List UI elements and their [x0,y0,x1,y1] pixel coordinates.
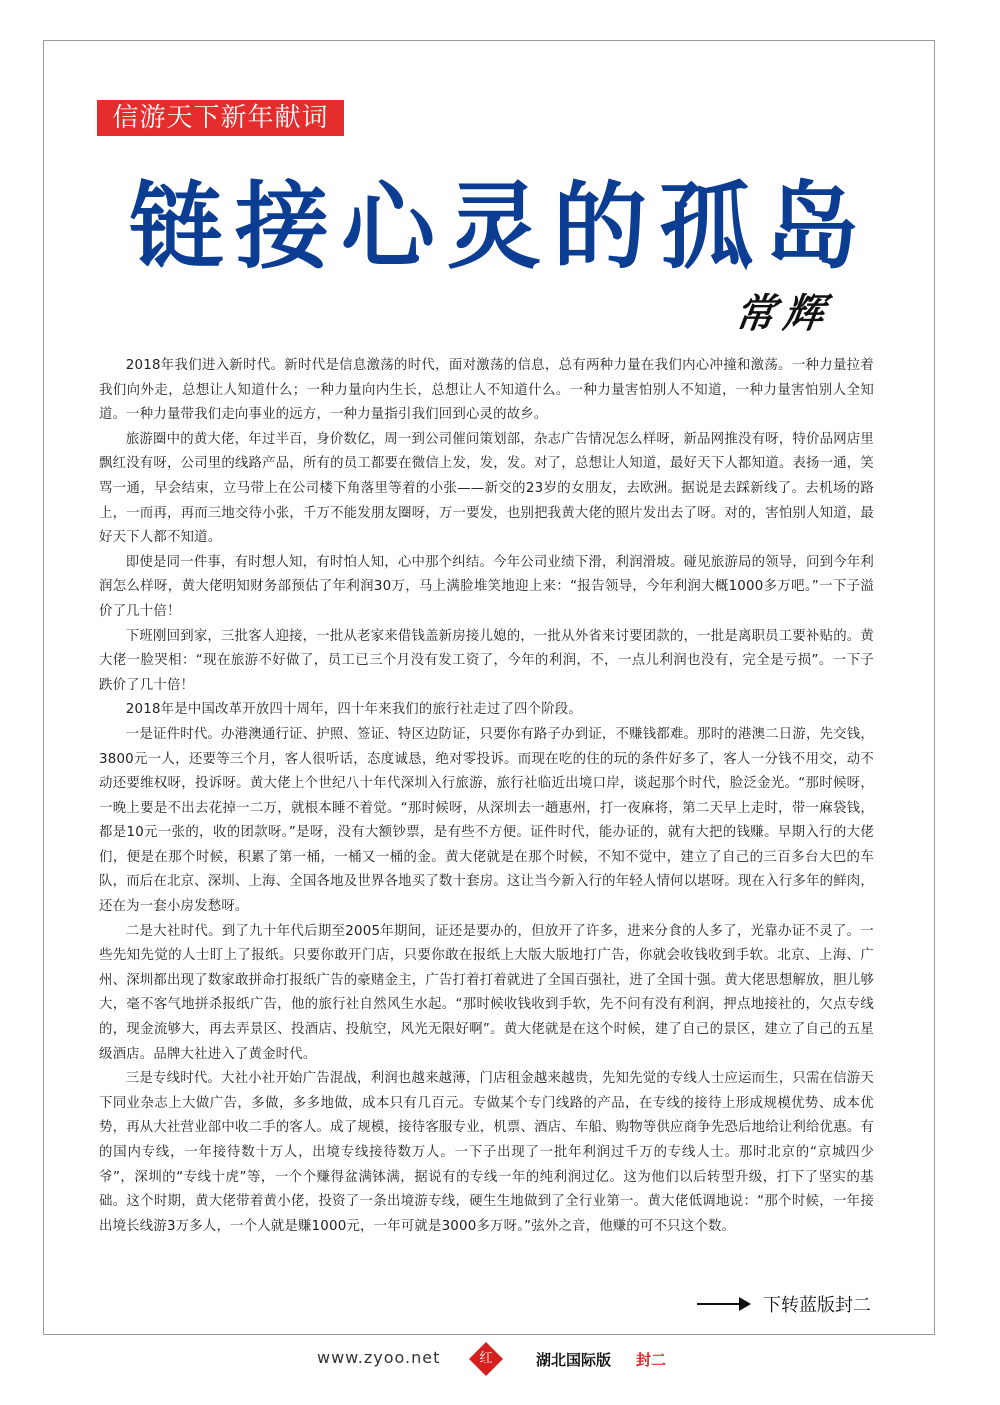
paragraph: 一是证件时代。办港澳通行证、护照、签证、特区边防证，只要你有路子办到证，不赚钱都难。那时的港澳二日游，先交钱，3800元一人，还要等三个月，客人很听话，态度诚恳，绝对零投诉。而现在吃的住的玩的条件好多了，客人一分钱不用交，动不动还要维权呀，投诉呀。黄大佬上个世纪八十年代深圳入行旅游，旅行社临近出境口岸，谈起那个时代，脸泛金光。“那时候呀，一晚上要是不出去花掉一二万，就根本睡不着觉。“那时候呀，从深圳去一趟惠州，打一夜麻将，第二天早上走时，带一麻袋钱，都是10元一张的，收的团款呀。”是呀，没有大额钞票，是有些不方便。证件时代，能办证的，就有大把的钱赚。早期入行的大佬们，便是在那个时候，积累了第一桶，一桶又一桶的金。黄大佬就是在那个时候，不知不觉中，建立了自己的三百多台大巴的车队，而后在北京、深圳、上海、全国各地及世界各地买了数十套房。这让当今新入行的年轻人情何以堪呀。现在入行多年的鲜肉，还在为一套小房发愁呀。 [99,726,874,915]
continued-label: 下转蓝版封二 [763,1295,871,1316]
paragraph: 2018年是中国改革开放四十周年，四十年来我们的旅行社走过了四个阶段。 [125,702,582,718]
column-kicker: 信游天下新年献词 [97,100,344,136]
paragraph: 2018年我们进入新时代。新时代是信息激荡的时代，面对激荡的信息，总有两种力量在我们内心冲撞和激荡。一种力量拉着我们向外走，总想让人知道什么；一种力量向内生长，总想让人不知道什么。一种力量害怕别人不知道，一种力量害怕别人全知道。一种力量带我们走向事业的远方，一种力量指引我们回到心灵的故乡。 [99,358,874,423]
article-body [99,354,874,1239]
paragraph: 即使是同一件事，有时想人知，有时怕人知，心中那个纠结。今年公司业绩下滑，利润滑坡。碰见旅游局的领导，问到今年利润怎么样呀，黄大佬明知财务部预估了年利润30万，马上满脸堆笑地迎上来：“报告领导，今年利润大概1000多万吧。”一下子溢价了几十倍！ [99,554,874,619]
paragraph: 三是专线时代。大社小社开始广告混战，利润也越来越薄，门店租金越来越贵，先知先觉的专线人士应运而生，只需在信游天下同业杂志上大做广告，多做，多多地做，成本只有几百元。专做某个专门线路的产品，在专线的接待上形成规模优势、成本优势，再从大社营业部中收二手的客人。成了规模，接待客服专业，机票、酒店、车船、购物等供应商争先恐后地给让利给优惠。有的国内专线，一年接待数十万人，出境专线接待数万人。一下子出现了一批年利润过千万的专线人士。那时北京的“京城四少爷”，深圳的“专线十虎”等，一个个赚得盆满钵满，据说有的专线一年的纯利润过亿。这为他们以后转型升级，打下了坚实的基础。这个时期，黄大佬带着黄小佬，投资了一条出境游专线，硬生生地做到了全行业第一。黄大佬低调地说：“那个时候，一年接出境长线游3万多人，一个人就是赚1000元，一年可就是3000多万呀。”弦外之音，他赚的可不只这个数。 [99,1071,874,1234]
author-signature: 常辉 [732,290,835,337]
continued-notice [697,1292,871,1316]
paragraph: 旅游圈中的黄大佬，年过半百，身价数亿，周一到公司催问策划部，杂志广告情况怎么样呀，新品网推没有呀，特价品网店里飘红没有呀，公司里的线路产品，所有的员工都要在微信上发，发，发。对了，总想让人知道，最好天下人都知道。表扬一通，笑骂一通，早会结束，立马带上在公司楼下角落里等着的小张——新交的23岁的女朋友，去欧洲。据说是去踩新线了。去机场的路上，一而再，再而三地交待小张，千万不能发朋友圈呀，万一要发，也别把我黄大佬的照片发出去了呀。对的，害怕别人知道，最好天下人都不知道。 [99,431,874,546]
page-label: 封二 [636,1351,667,1369]
badge-label: 红 [479,1351,493,1366]
article-headline: 链接心灵的孤岛 [128,173,871,282]
paragraph: 二是大社时代。到了九十年代后期至2005年期间，证还是要办的，但放开了许多，进来分食的人多了，光靠办证不灵了。一些先知先觉的人士盯上了报纸。只要你敢开门店，只要你敢在报纸上大版大版地打广告，你就会收钱收到手软。北京、上海、广州、深圳都出现了数家敢拼命打报纸广告的豪赌金主，广告打着打着就进了全国百强社，进了全国十强。黄大佬思想解放，胆儿够大，毫不客气地拼杀报纸广告，他的旅行社自然风生水起。“那时候收钱收到手软，先不问有没有利润，押点地接社的，欠点专线的，现金流够大，再去弄景区、投酒店、投航空，风光无限好啊”。黄大佬就是在这个时候，建了自己的景区，建立了自己的五星级酒店。品牌大社进入了黄金时代。 [99,923,874,1062]
edition-label: 湖北国际版 [536,1351,612,1369]
arrow-right-icon [697,1303,749,1305]
site-url[interactable]: www.zyoo.net [317,1348,441,1367]
paragraph: 下班刚回到家，三批客人迎接，一批从老家来借钱盖新房接儿媳的，一批从外省来讨要团款的，一批是离职员工要补贴的。黄大佬一脸哭相：“现在旅游不好做了，员工已三个月没有发工资了，今年的利润，不，一点儿利润也没有，完全是亏损”。一下子跌价了几十倍！ [99,628,874,693]
page-footer [0,1346,1000,1376]
